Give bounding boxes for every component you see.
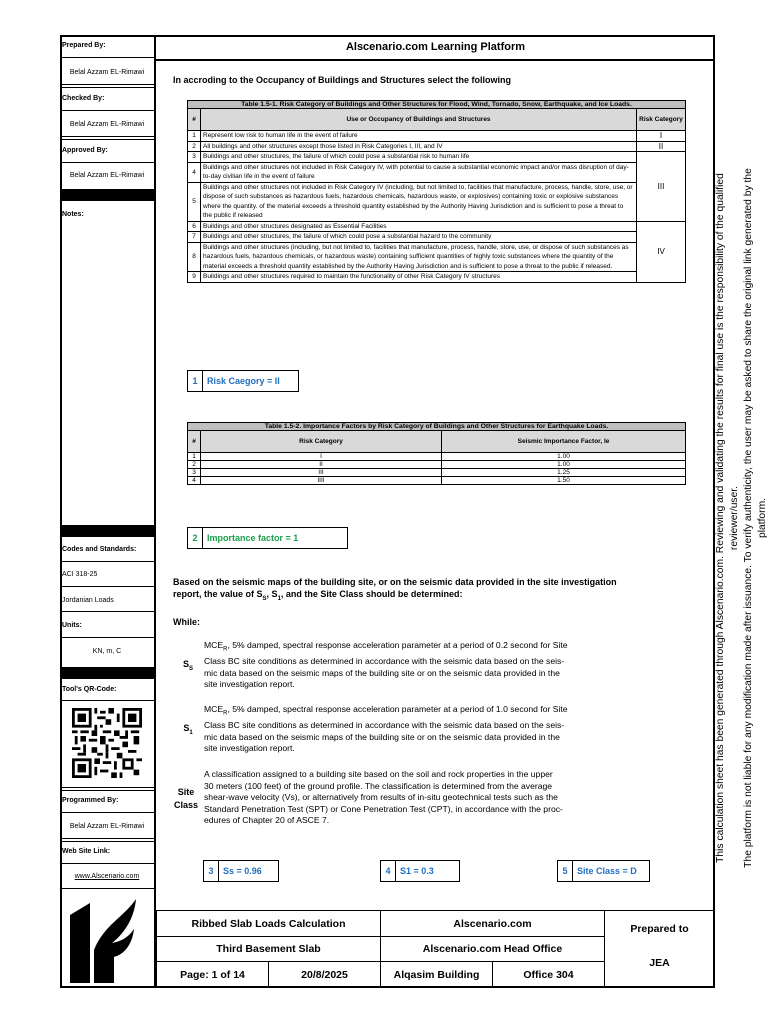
row-number: 4: [188, 162, 201, 182]
row-number: 5: [188, 182, 201, 221]
footer-calc-title: Ribbed Slab Loads Calculation: [156, 910, 381, 937]
result-text: Importance factor = 1: [207, 533, 299, 543]
ss-text-c: mic data based on the seismic maps of the building site or on the seismic data provided in the: [204, 667, 560, 678]
risk-category-cell: I: [637, 131, 686, 142]
divider: [60, 139, 154, 140]
factor-cell: 1.00: [442, 461, 686, 469]
ss-text-d: site investigation report.: [204, 679, 295, 690]
site-text-d: Standard Penetration Test (SPT) or Cone Penetration Test (CPT), in accordance with the proc-: [204, 803, 563, 814]
site-class-result: [557, 860, 650, 882]
result-text: Ss = 0.96: [223, 866, 262, 876]
s1-subscript: 1: [189, 729, 193, 736]
qr-label: Tool's QR-Code:: [62, 686, 117, 693]
approved-by-value: Belal Azzam EL-Rimawi: [69, 172, 145, 179]
result-text: Risk Caegory = II: [207, 376, 280, 386]
ss-label: [178, 659, 198, 672]
result-number: 4: [381, 861, 396, 881]
result-number: 1: [188, 371, 203, 391]
footer-date: 20/8/2025: [268, 961, 381, 988]
table-caption: Table 1.5-2. Importance Factors by Risk Category of Buildings and Other Structures for Earthquake Loads.: [188, 423, 686, 431]
disclaimer-note: [714, 168, 768, 868]
subscript-1: 1: [277, 595, 281, 602]
ss-symbol: S: [182, 659, 189, 669]
row-description: Buildings and other structures designated as Essential Facilities: [201, 221, 637, 232]
risk-category-cell: II: [637, 141, 686, 152]
s1-text-d: site investigation report.: [204, 743, 295, 754]
divider: [60, 812, 154, 813]
result-number: 2: [188, 528, 203, 548]
result-text: Site Class = D: [577, 866, 637, 876]
divider: [60, 790, 154, 791]
factor-cell: 1.25: [442, 469, 686, 477]
footer-slab: Third Basement Slab: [156, 936, 381, 962]
s1-label: [178, 723, 198, 736]
intro-heading: In accroding to the Occupancy of Buildings and Structures select the following: [173, 75, 512, 85]
s1-text-a: , 5% damped, spectral response acceleration parameter at a period of 1.0 second for Site: [227, 704, 568, 714]
divider: [60, 841, 154, 842]
divider: [60, 586, 154, 587]
row-number: 1: [188, 453, 201, 461]
divider: [60, 700, 154, 701]
approved-by-label: Approved By:: [62, 147, 108, 154]
risk-category-table: [187, 100, 686, 283]
divider: [60, 611, 154, 612]
site-text-b: 30 meters (100 feet) of the ground profile. The classification is determined from the average: [204, 780, 553, 791]
s1-result: [380, 860, 460, 882]
risk-category-result: [187, 370, 299, 392]
codes-label: Codes and Standards:: [62, 546, 137, 553]
importance-factor-result: [187, 527, 348, 549]
row-number: 1: [188, 131, 201, 142]
while-label: While:: [173, 617, 200, 627]
category-cell: III: [201, 469, 442, 477]
divider: [60, 637, 154, 638]
s1-definition: [204, 704, 664, 755]
factor-cell: 1.50: [442, 477, 686, 485]
mce-text: MCE: [204, 704, 224, 714]
col-header-category: Risk Category: [201, 431, 442, 453]
category-cell: IIII: [201, 477, 442, 485]
risk-category-cell: IV: [637, 221, 686, 282]
row-number: 9: [188, 272, 201, 283]
col-header-num: #: [188, 431, 201, 453]
units-value: KN, m, C: [92, 648, 122, 655]
site-text-a: A classification assigned to a building site based on the soil and rock properties in the upper: [204, 769, 553, 779]
ss-subscript: S: [189, 665, 194, 672]
black-band: [60, 667, 154, 679]
col-header-num: #: [188, 109, 201, 131]
site-label-line2: Class: [173, 800, 199, 810]
col-header-factor: Seismic Importance Factor, Ie: [442, 431, 686, 453]
row-description: Buildings and other structures, the failure of which could pose a substantial hazard to the community: [201, 232, 637, 243]
site-class-label: [170, 786, 202, 812]
checked-by-label: Checked By:: [62, 95, 105, 102]
s1-text-b: Class BC site conditions as determined in accordance with the seismic data based on the seis-: [204, 720, 565, 731]
site-text-c: shear-wave velocity (Vs), or alternatively from results of in-situ geotechnical tests such as the: [204, 792, 558, 802]
mce-text: MCE: [204, 640, 224, 650]
divider: [60, 888, 154, 889]
divider: [60, 110, 154, 111]
site-label-line1: Site: [177, 787, 195, 797]
company-logo-icon: [64, 895, 150, 985]
result-number: 5: [558, 861, 573, 881]
row-number: 7: [188, 232, 201, 243]
seismic-intro-line2b: , S: [266, 589, 278, 599]
divider: [60, 838, 154, 839]
s1-symbol: S: [183, 723, 190, 733]
footer-client: JEA: [604, 947, 715, 988]
result-number: 3: [204, 861, 219, 881]
subscript-s: S: [262, 595, 267, 602]
footer-office: Alscenario.com Head Office: [380, 936, 605, 962]
category-cell: I: [201, 453, 442, 461]
qr-code-icon: [72, 705, 142, 781]
prepared-by-value: Belal Azzam EL-Rimawi: [69, 69, 145, 76]
divider: [60, 561, 154, 562]
row-description: Buildings and other structures not included in Risk Category IV (including, but not limited to, facilities that manufacture, process, handle, store, use, or dispose of such substances as hazardous fuels, hazardous chemicals, hazardous waste, or explosives) containing toxic or explosive substances where the quantity. of the material exceeds a threshold quantity established by the Authority Having Jurisdiction and is sufficient to pose a threat to the public if released: [201, 182, 637, 221]
programmed-by-value: Belal Azzam EL-Rimawi: [69, 823, 145, 830]
row-description: Buildings and other structures required to maintain the functionality of other Risk Category IV structures: [201, 272, 637, 283]
footer-building: Alqasim Building: [380, 961, 493, 988]
seismic-intro-line2a: report, the value of S: [173, 589, 263, 599]
site-text-e: edures of Chapter 20 of ASCE 7.: [204, 815, 330, 825]
prepared-by-label: Prepared By:: [62, 42, 106, 49]
disclaimer-line2: The platform is not liable for any modification made after issuance. To verify authenticity, the user may be asked to share the original link generated by the platform.: [743, 168, 768, 868]
row-number: 2: [188, 141, 201, 152]
code-aci: ACI 318-25: [62, 571, 98, 578]
seismic-intro-line2c: , and the Site Class should be determined:: [280, 589, 463, 599]
divider: [60, 863, 154, 864]
mce-subscript: R: [223, 646, 228, 653]
row-description: Represent low risk to human life in the event of failure: [201, 131, 637, 142]
s1-text-c: mic data based on the seismic maps of the building site or on the seismic data provided in the: [204, 731, 560, 742]
row-description: Buildings and other structures not included in Risk Category IV, with potential to cause a substantial economic impact and/or mass disruption of day-to-day civilian life in the event of failure: [201, 162, 637, 182]
row-number: 3: [188, 469, 201, 477]
divider: [60, 162, 154, 163]
risk-category-cell: III: [637, 152, 686, 222]
mce-subscript: R: [223, 710, 228, 717]
divider: [60, 57, 154, 58]
footer-company: Alscenario.com: [380, 910, 605, 937]
units-label: Units:: [62, 622, 82, 629]
row-number: 4: [188, 477, 201, 485]
website-label: Web Site Link:: [62, 848, 111, 855]
row-description: Buildings and other structures, the failure of which could pose a substantial risk to human life: [201, 152, 637, 163]
row-number: 8: [188, 242, 201, 272]
footer-page: Page: 1 of 14: [156, 961, 269, 988]
col-header-category: Risk Category: [637, 109, 686, 131]
divider: [60, 84, 154, 85]
disclaimer-line1: This calculation sheet has been generated through Alscenario.com. Reviewing and validating the results for final use is the responsibility of the qualified reviewer/user.: [715, 173, 740, 863]
seismic-intro-line1: Based on the seismic maps of the building site, or on the seismic data provided in the site investigation: [173, 577, 617, 587]
row-description: Buildings and other structures (including, but not limited to, facilities that manufacture, process, handle, store, use, or dispose of such substances as hazardous fuels, hazardous chemicals, or hazardous waste) containing sufficient quantities of highly toxic substances where the quantity of the material exceeds a threshold quantity established by the Authority Having Jurisdiction and is sufficient to pose a threat to the public if released.: [201, 242, 637, 272]
row-number: 6: [188, 221, 201, 232]
website-link[interactable]: www.Alscenario.com: [74, 873, 140, 880]
row-number: 3: [188, 152, 201, 163]
black-band: [60, 189, 154, 201]
code-jordanian: Jordanian Loads: [62, 597, 114, 604]
divider: [60, 787, 154, 788]
result-text: S1 = 0.3: [400, 866, 434, 876]
checked-by-value: Belal Azzam EL-Rimawi: [69, 121, 145, 128]
row-description: All buildings and other structures except those listed in Risk Categories I, III, and IV: [201, 141, 637, 152]
ss-text-b: Class BC site conditions as determined in accordance with the seismic data based on the seis-: [204, 656, 565, 667]
table-caption: Table 1.5-1. Risk Category of Buildings and Other Structures for Flood, Wind, Tornado, Snow, Earthquake, and Ice Loads.: [188, 101, 686, 109]
footer-office-number: Office 304: [492, 961, 605, 988]
factor-cell: 1.00: [442, 453, 686, 461]
footer-prepared-to-label: Prepared to: [604, 910, 715, 947]
importance-factor-table: [187, 422, 686, 485]
page-title: Alscenario.com Learning Platform: [156, 35, 715, 61]
black-band: [60, 525, 154, 537]
seismic-intro: [173, 576, 693, 605]
category-cell: II: [201, 461, 442, 469]
site-class-definition: [204, 769, 664, 827]
ss-definition: [204, 640, 664, 691]
notes-label: Notes:: [62, 211, 84, 218]
ss-text-a: , 5% damped, spectral response acceleration parameter at a period of 0.2 second for Site: [227, 640, 568, 650]
sidebar: [60, 35, 156, 988]
divider: [60, 87, 154, 88]
row-number: 2: [188, 461, 201, 469]
ss-result: [203, 860, 279, 882]
divider: [60, 136, 154, 137]
col-header-use: Use or Occupancy of Buildings and Structures: [201, 109, 637, 131]
programmed-by-label: Programmed By:: [62, 797, 119, 804]
